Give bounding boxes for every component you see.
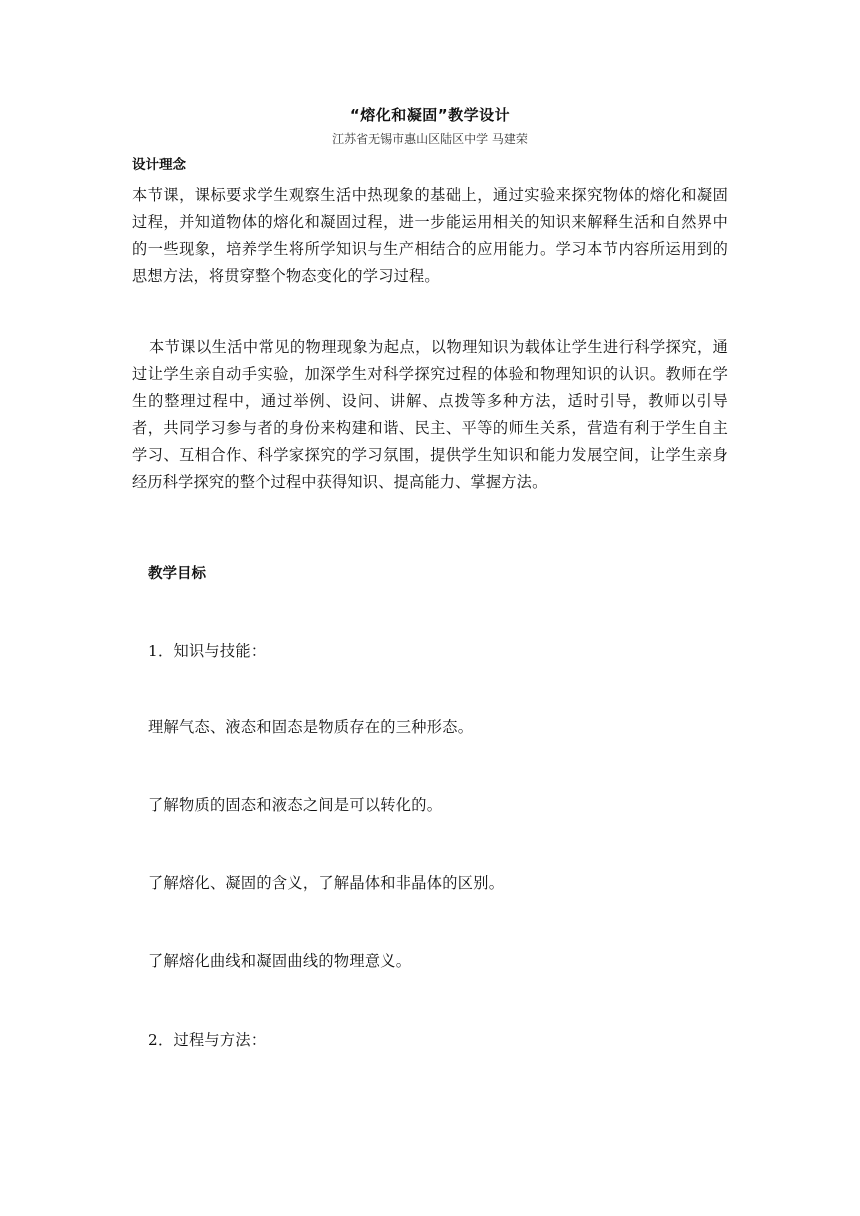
goal-subheading: 1．知识与技能：	[148, 642, 267, 660]
goal-subheading: 2．过程与方法：	[148, 1031, 267, 1049]
document-title: “熔化和凝固”教学设计	[349, 106, 511, 124]
paragraph: 本节课，课标要求学生观察生活中热现象的基础上，通过实验来探究物体的熔化和凝固过程，并知道物体的熔化和凝固过程，进一步能运用相关的知识来解释生活和自然界中的一些现象，培养学生将所学知识与生产相结合的应用能力。学习本节内容所运用到的思想方法，将贯穿整个物态变化的学习过程。	[132, 186, 728, 285]
goal-item: 了解物质的固态和液态之间是可以转化的。	[148, 796, 443, 814]
document-author: 江苏省无锡市惠山区陆区中学 马建荣	[332, 132, 528, 146]
goal-item: 理解气态、液态和固态是物质存在的三种形态。	[148, 718, 474, 736]
section-heading-design-concept: 设计理念	[132, 157, 186, 173]
goal-item: 了解熔化、凝固的含义，了解晶体和非晶体的区别。	[148, 874, 505, 892]
section-heading-teaching-goals: 教学目标	[148, 566, 206, 582]
goal-item: 了解熔化曲线和凝固曲线的物理意义。	[148, 952, 412, 970]
paragraph: 本节课以生活中常见的物理现象为起点，以物理知识为载体让学生进行科学探究，通过让学生亲自动手实验，加深学生对科学探究过程的体验和物理知识的认识。教师在学生的整理过程中，通过举例、设问、讲解、点拨等多种方法，适时引导，教师以引导者，共同学习参与者的身份来构建和谐、民主、平等的师生关系，营造有利于学生自主学习、互相合作、科学家探究的学习氛围，提供学生知识和能力发展空间，让学生亲身经历科学探究的整个过程中获得知识、提高能力、掌握方法。	[132, 338, 728, 491]
